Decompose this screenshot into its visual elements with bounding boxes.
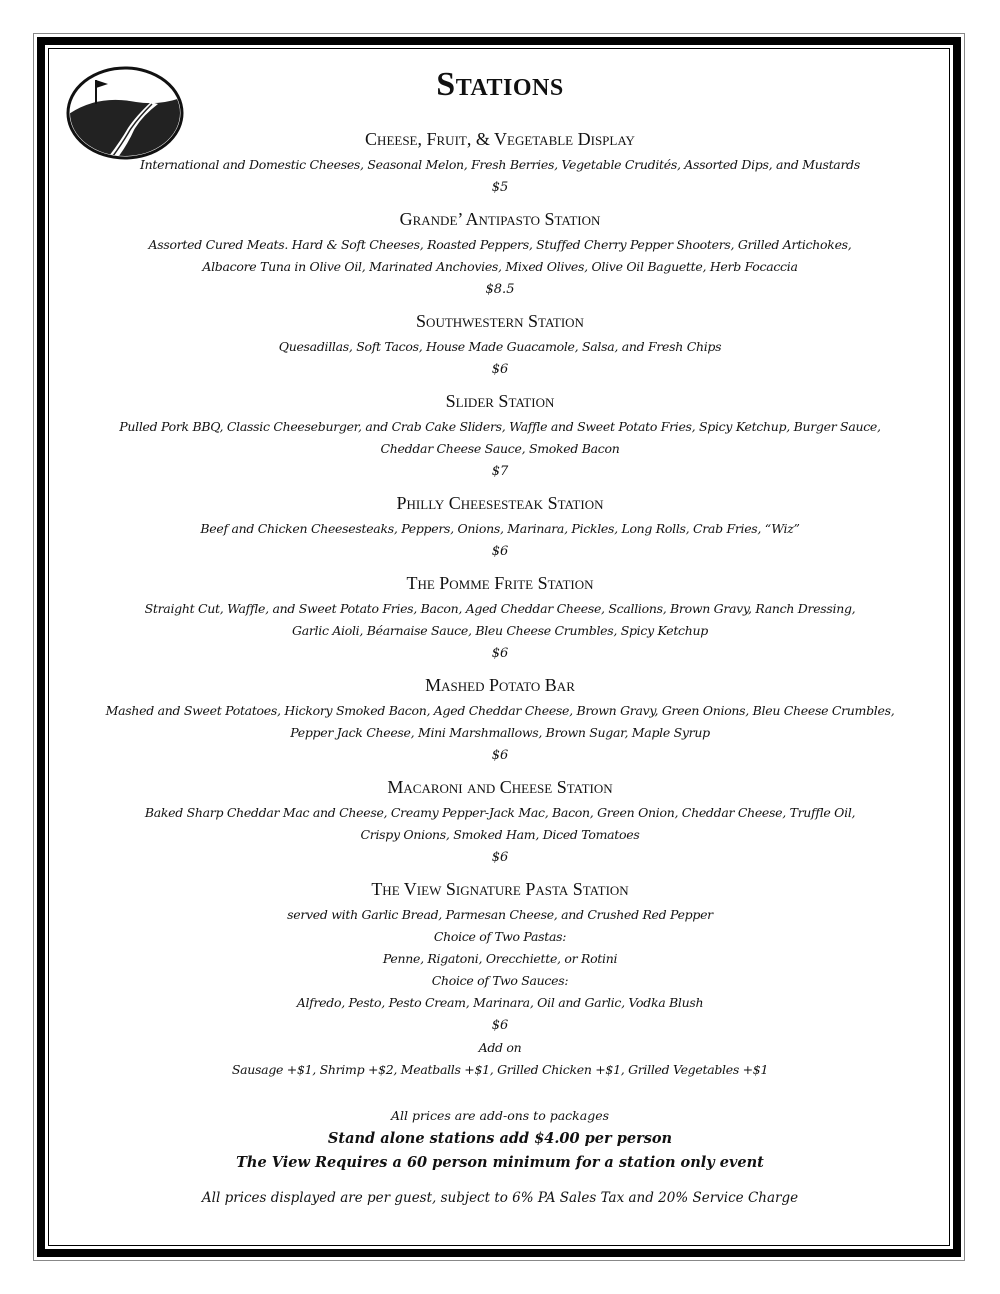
section-heading: Philly Cheesesteak Station xyxy=(396,493,604,513)
section-price: $5 xyxy=(491,180,509,195)
section-price: $6 xyxy=(491,1018,509,1033)
pasta-line: Penne, Rigatoni, Orecchiette, or Rotini xyxy=(382,951,618,966)
section-description: Pepper Jack Cheese, Mini Marshmallows, Brown Sugar, Maple Syrup xyxy=(290,725,710,740)
section-heading: Macaroni and Cheese Station xyxy=(387,777,613,797)
section-price: $6 xyxy=(491,544,509,559)
station-section xyxy=(60,767,940,869)
pasta-line: served with Garlic Bread, Parmesan Cheese, and Crushed Red Pepper xyxy=(287,907,713,922)
section-price: $6 xyxy=(491,646,509,661)
section-price: $7 xyxy=(491,464,509,479)
section-heading: Slider Station xyxy=(445,391,555,411)
station-section xyxy=(60,199,940,301)
section-description: Assorted Cured Meats. Hard & Soft Cheeses, Roasted Peppers, Stuffed Cherry Pepper Shooters, Grilled Artichokes, xyxy=(148,237,852,252)
section-heading: Southwestern Station xyxy=(416,311,584,331)
station-section xyxy=(60,563,940,665)
station-section xyxy=(60,665,940,767)
section-description: Straight Cut, Waffle, and Sweet Potato Fries, Bacon, Aged Cheddar Cheese, Scallions, Brown Gravy, Ranch Dressing, xyxy=(144,601,856,616)
section-description: Pulled Pork BBQ, Classic Cheeseburger, and Crab Cake Sliders, Waffle and Sweet Potato Fries, Spicy Ketchup, Burger Sauce, xyxy=(119,419,881,434)
addon-label: Add on xyxy=(478,1040,522,1055)
section-heading: The View Signature Pasta Station xyxy=(371,879,629,899)
stand-alone-note: Stand alone stations add $4.00 per person xyxy=(327,1130,673,1147)
station-section xyxy=(60,381,940,483)
section-heading: The Pomme Frite Station xyxy=(406,573,594,593)
section-heading: Cheese, Fruit, & Vegetable Display xyxy=(365,129,635,149)
stations-list xyxy=(60,108,940,869)
tax-note: All prices displayed are per guest, subject to 6% PA Sales Tax and 20% Service Charge xyxy=(201,1190,799,1206)
section-price: $8.5 xyxy=(485,282,515,297)
section-description: Cheddar Cheese Sauce, Smoked Bacon xyxy=(380,441,620,456)
section-description: Mashed and Sweet Potatoes, Hickory Smoked Bacon, Aged Cheddar Cheese, Brown Gravy, Green Onions, Bleu Cheese Crumbles, xyxy=(105,703,895,718)
section-heading: Mashed Potato Bar xyxy=(425,675,575,695)
section-price: $6 xyxy=(491,362,509,377)
section-description: International and Domestic Cheeses, Seasonal Melon, Fresh Berries, Vegetable Crudités, Assorted Dips, and Mustards xyxy=(140,157,860,172)
station-section xyxy=(60,301,940,381)
section-price: $6 xyxy=(491,748,509,763)
section-description: Crispy Onions, Smoked Ham, Diced Tomatoes xyxy=(360,827,640,842)
section-description: Baked Sharp Cheddar Mac and Cheese, Creamy Pepper-Jack Mac, Bacon, Green Onion, Cheddar Cheese, Truffle Oil, xyxy=(144,805,856,820)
section-description: Beef and Chicken Cheesesteaks, Peppers, Onions, Marinara, Pickles, Long Rolls, Crab Fries, “Wiz” xyxy=(200,521,800,536)
section-description: Albacore Tuna in Olive Oil, Marinated Anchovies, Mixed Olives, Olive Oil Baguette, Herb Focaccia xyxy=(202,259,798,274)
pasta-station xyxy=(60,869,940,1081)
section-price: $6 xyxy=(491,850,509,865)
minimum-note: The View Requires a 60 person minimum for a station only event xyxy=(236,1154,764,1171)
addon-list: Sausage +$1, Shrimp +$2, Meatballs +$1, Grilled Chicken +$1, Grilled Vegetables +$1 xyxy=(231,1062,769,1077)
pasta-line: Alfredo, Pesto, Pesto Cream, Marinara, Oil and Garlic, Vodka Blush xyxy=(296,995,704,1010)
page-title: Stations xyxy=(436,66,564,103)
menu-content xyxy=(60,62,940,1209)
section-heading: Grande’ Antipasto Station xyxy=(399,209,601,229)
section-description: Garlic Aioli, Béarnaise Sauce, Bleu Cheese Crumbles, Spicy Ketchup xyxy=(292,623,708,638)
section-description: Quesadillas, Soft Tacos, House Made Guacamole, Salsa, and Fresh Chips xyxy=(278,339,722,354)
station-section xyxy=(60,483,940,563)
pasta-line: Choice of Two Sauces: xyxy=(431,973,569,988)
add-on-note: All prices are add-ons to packages xyxy=(390,1108,610,1123)
station-section xyxy=(60,108,940,199)
pasta-line: Choice of Two Pastas: xyxy=(433,929,567,944)
